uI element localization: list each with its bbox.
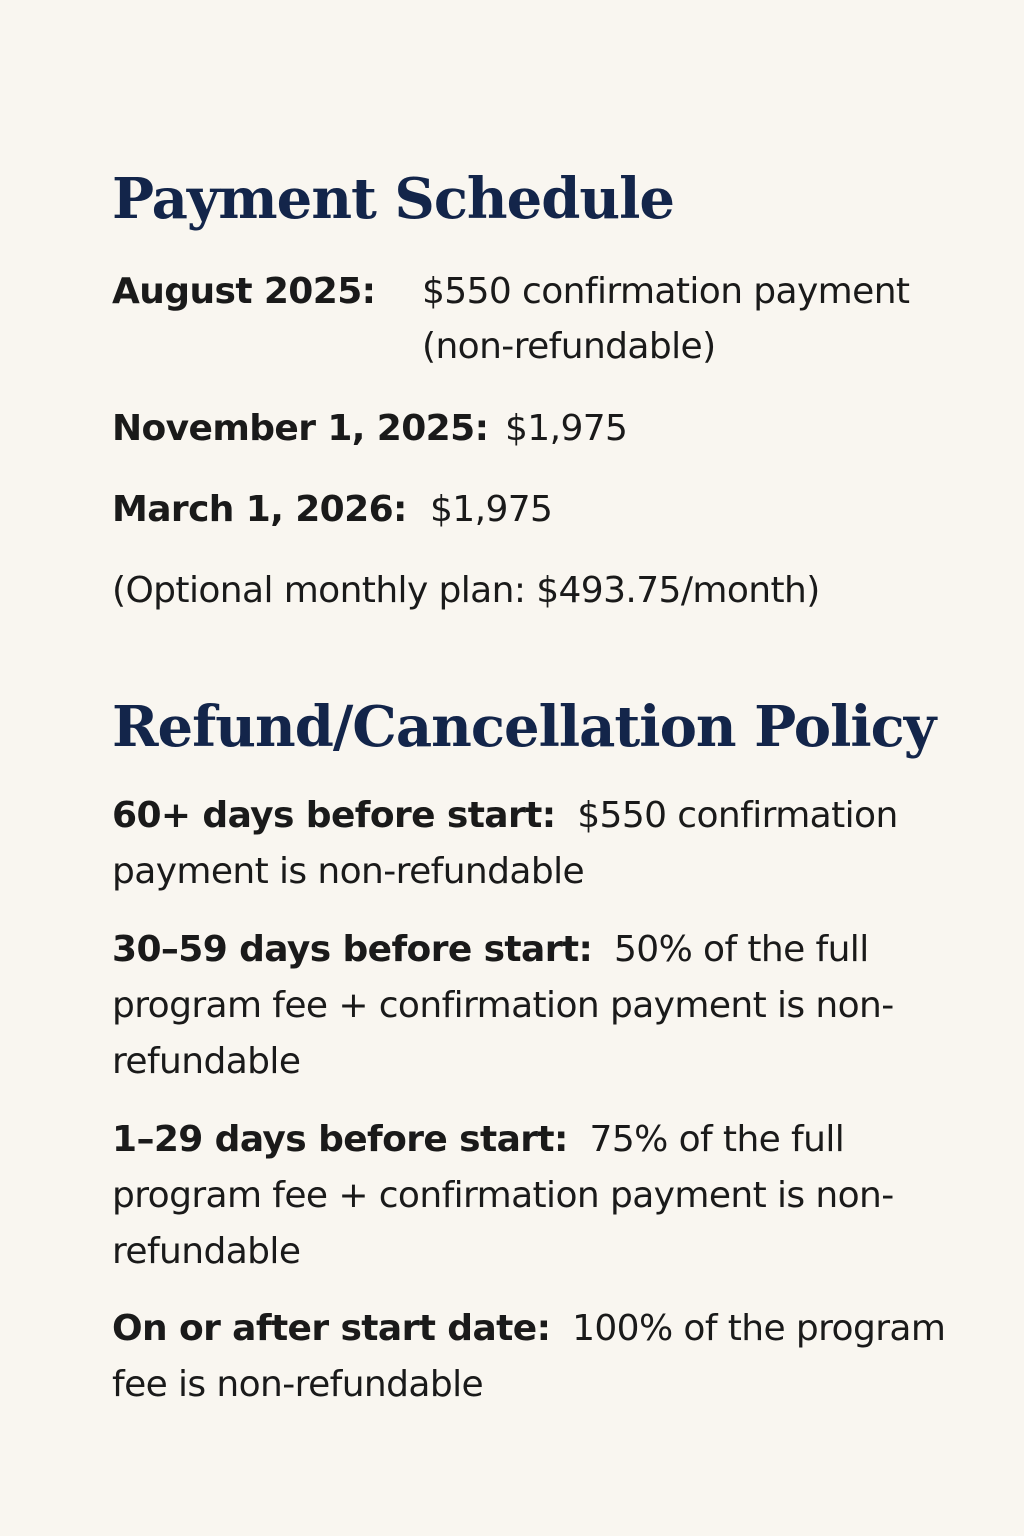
schedule-item-august [112, 265, 910, 367]
refund-item-on-after-start [112, 1301, 952, 1413]
refund-item-text: $550 confirmation payment is non-refundable [112, 795, 898, 892]
schedule-amount: $550 confirmation payment [422, 271, 910, 312]
schedule-date: August 2025: [112, 271, 376, 312]
refund-item-label: 1–29 days before start: [112, 1119, 568, 1160]
refund-item-60-plus [112, 788, 952, 900]
optional-monthly-plan: (Optional monthly plan: $493.75/month) [112, 570, 820, 611]
refund-item-label: 60+ days before start: [112, 795, 556, 836]
schedule-amount: $1,975 [430, 489, 553, 530]
schedule-item-november [112, 402, 628, 456]
schedule-date: March 1, 2026: [112, 489, 407, 530]
refund-item-30-59 [112, 922, 952, 1090]
schedule-date: November 1, 2025: [112, 408, 489, 449]
refund-item-1-29 [112, 1112, 952, 1280]
refund-item-label: 30–59 days before start: [112, 929, 593, 970]
schedule-amount-note: (non-refundable) [422, 326, 716, 367]
schedule-amount: $1,975 [505, 408, 628, 449]
refund-item-text: 100% of the program fee is non-refundable [112, 1308, 946, 1405]
refund-item-label: On or after start date: [112, 1308, 551, 1349]
refund-policy-heading: Refund/Cancellation Policy [112, 694, 936, 760]
refund-item-text: 75% of the full program fee + confirmation payment is non-refundable [112, 1119, 894, 1272]
schedule-item-march [112, 483, 553, 537]
payment-schedule-heading: Payment Schedule [112, 166, 675, 232]
refund-item-text: 50% of the full program fee + confirmation payment is non-refundable [112, 929, 894, 1082]
